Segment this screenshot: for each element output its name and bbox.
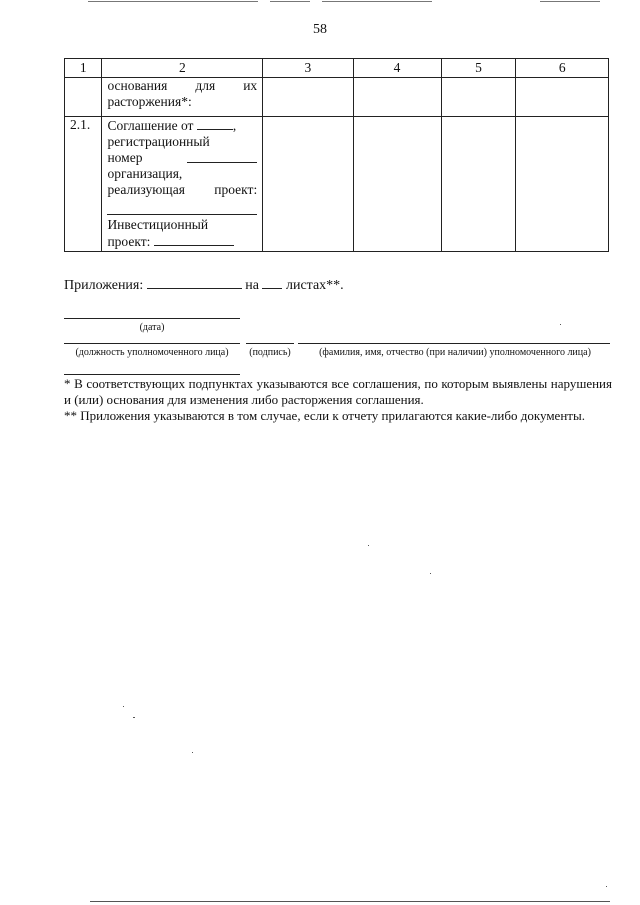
cell-col-5 — [441, 117, 516, 252]
cell-col-4 — [353, 78, 441, 117]
number-blank — [187, 150, 257, 163]
header-col-5: 5 — [441, 59, 516, 78]
table-header-row — [65, 59, 609, 78]
signature-line — [246, 343, 294, 344]
cell-num — [65, 78, 102, 117]
header-col-4: 4 — [353, 59, 441, 78]
header-col-2: 2 — [102, 59, 263, 78]
date-line — [64, 318, 240, 319]
footnote-1: * В соответствующих подпунктах указываются все соглашения, по которым выявлены нарушения и (или) основания для изменения либо расторжения соглашения. — [64, 376, 612, 407]
cell-description: Соглашение от , регистрационный номер организация, реализующая проект: Инвестиционный проект: — [102, 117, 263, 252]
organization-blank — [107, 200, 257, 215]
scan-top-edge — [60, 0, 620, 4]
scan-speck — [430, 573, 431, 574]
position-label: (должность уполномоченного лица) — [75, 347, 229, 358]
scan-speck — [606, 886, 607, 887]
header-col-6: 6 — [516, 59, 609, 78]
page-number: 58 — [313, 22, 327, 37]
cell-col-5 — [441, 78, 516, 117]
date-blank — [197, 117, 233, 130]
report-table — [64, 58, 609, 252]
name-line — [298, 343, 610, 344]
table-row — [65, 78, 609, 117]
scan-bottom-edge — [90, 901, 610, 902]
attachments-line: Приложения: на листах**. — [64, 278, 344, 293]
cell-col-3 — [263, 78, 353, 117]
scan-speck — [192, 752, 193, 753]
cell-num: 2.1. — [65, 117, 102, 252]
footnote-2: ** Приложения указываются в том случае, если к отчету прилагаются какие-либо документы. — [64, 408, 585, 423]
footnote-separator — [64, 374, 240, 375]
table-row — [65, 117, 609, 252]
header-col-1: 1 — [65, 59, 102, 78]
cell-col-6 — [516, 78, 609, 117]
cell-col-4 — [353, 117, 441, 252]
footnotes — [64, 376, 612, 424]
project-blank — [154, 233, 234, 246]
scan-speck — [368, 545, 369, 546]
scan-speck — [123, 706, 124, 707]
attachments-blank — [147, 276, 242, 289]
scan-speck — [133, 717, 135, 718]
position-line — [64, 343, 240, 344]
date-label: (дата) — [139, 322, 165, 333]
cell-col-3 — [263, 117, 353, 252]
scan-speck — [560, 324, 561, 325]
signature-label: (подпись) — [249, 347, 291, 358]
header-col-3: 3 — [263, 59, 353, 78]
cell-description: основания для их расторжения*: — [102, 78, 263, 117]
cell-col-6 — [516, 117, 609, 252]
sheets-count-blank — [262, 276, 282, 289]
name-label: (фамилия, имя, отчество (при наличии) уполномоченного лица) — [319, 347, 591, 358]
